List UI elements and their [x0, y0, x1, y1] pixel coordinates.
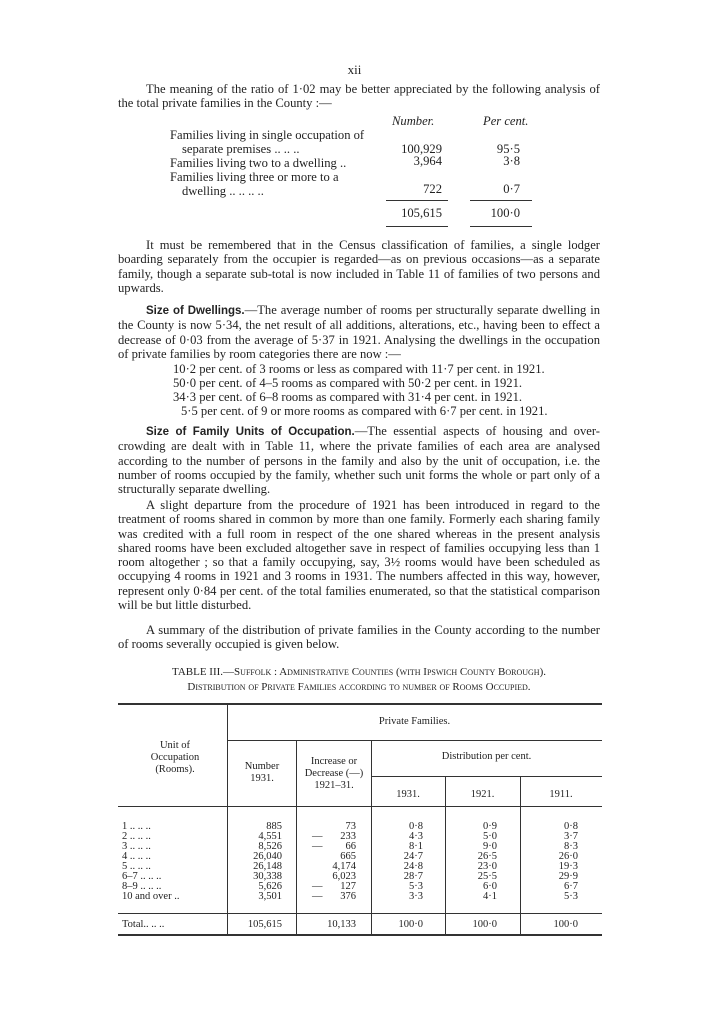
- family-units-text: —The essential aspects of housing and over-crowding are dealt with in Table 11, where the private families of each area are analysed according to the number of persons in the family and also by the unit of occupation, i.e. the number of rooms occupied by the family, whether such unit forms the whole or part only of a structurally separate dwelling.: [118, 424, 600, 497]
- head-increase: Increase or Decrease (—) 1921–31.: [304, 756, 364, 791]
- table-bottom-rule: [118, 934, 602, 936]
- family-row-label: Families living two to a dwelling ..: [170, 156, 347, 170]
- head-year: 1931.: [396, 789, 420, 800]
- dwelling-stat: 34·3 per cent. of 6–8 rooms as compared with 31·4 per cent. in 1921.: [173, 390, 523, 404]
- cell-p1931: 28·7: [403, 871, 423, 882]
- total-rule: [470, 226, 532, 227]
- cell-unit: 2 .. .. ..: [122, 831, 151, 842]
- cell-p1911: 8·3: [564, 841, 578, 852]
- family-row-number: 3,964: [413, 154, 442, 168]
- cell-p1911: 29·9: [558, 871, 578, 882]
- family-row-number: 722: [423, 182, 442, 196]
- page-number: xii: [347, 62, 362, 77]
- cell-p1921: 5·0: [483, 831, 497, 842]
- family-units-heading: Size of Family Units of Occupation.: [146, 426, 355, 438]
- cell-sign: —: [312, 881, 323, 892]
- family-row-percent: 0·7: [503, 182, 520, 196]
- col-rule: [296, 740, 297, 934]
- cell-change: 665: [340, 851, 356, 862]
- cell-number: 4,551: [258, 831, 282, 842]
- cell-unit: 6–7 .. .. ..: [122, 871, 162, 882]
- cell-number: 26,148: [253, 861, 282, 872]
- cell-change: 127: [340, 881, 356, 892]
- family-row-label: dwelling .. .. .. ..: [182, 184, 264, 198]
- cell-number: 5,626: [258, 881, 282, 892]
- cell-number: 8,526: [258, 841, 282, 852]
- dwelling-stat: 50·0 per cent. of 4–5 rooms as compared with 50·2 per cent. in 1921.: [173, 376, 523, 390]
- head-private-families: Private Families.: [378, 716, 451, 727]
- family-total-number: 105,615: [401, 206, 442, 220]
- cell-p1911: 5·3: [564, 891, 578, 902]
- cell-sign: —: [312, 841, 323, 852]
- private-families-rule: [227, 740, 602, 741]
- cell-unit: 8–9 .. .. ..: [122, 881, 162, 892]
- family-row-number: 100,929: [401, 142, 442, 156]
- cell-unit: 1 .. .. ..: [122, 821, 151, 832]
- total-rule: [386, 226, 448, 227]
- family-row-label: Families living in single occupation of: [170, 128, 365, 142]
- cell-p1911: 6·7: [564, 881, 578, 892]
- cell-p1921: 6·0: [483, 881, 497, 892]
- para-summary: A summary of the distribution of private families in the County according to the number of rooms severally occupied is given below.: [118, 623, 600, 652]
- table-top-rule: [118, 703, 602, 705]
- cell-p1931: 5·3: [409, 881, 423, 892]
- cell-p1911: 3·7: [564, 831, 578, 842]
- table-title: [118, 666, 600, 678]
- dwelling-stat: 10·2 per cent. of 3 rooms or less as compared with 11·7 per cent. in 1921.: [173, 362, 545, 376]
- cell-unit: 4 .. .. ..: [122, 851, 151, 862]
- cell-change: 376: [340, 891, 356, 902]
- family-total-percent: 100·0: [490, 206, 520, 220]
- cell-p1931: 3·3: [409, 891, 423, 902]
- table-title-label: TABLE III.: [172, 666, 224, 678]
- table-title-rest: —Suffolk : Administrative Counties (with Ipswich County Borough).: [223, 666, 546, 678]
- cell-p1931: 24·7: [403, 851, 423, 862]
- para-family-units: [118, 424, 600, 496]
- cell-p1921: 0·9: [483, 821, 497, 832]
- cell-total-label: Total.. .. ..: [122, 919, 165, 930]
- cell-change: 73: [345, 821, 356, 832]
- col-head-percent: Per cent.: [483, 114, 529, 128]
- table-body-rule: [118, 913, 602, 914]
- distribution-rule: [371, 776, 602, 777]
- para-departure: A slight departure from the procedure of 1921 has been introduced in regard to the treatment of rooms shared in common by more than one family. Formerly each sharing family was credited with a full room in respect of the one shared whereas in the present analysis shared rooms have been excluded altogether save in respect of families occupying less than 1 room altogether ; so that a family occupying, say, 3½ rooms would have been scheduled as occupying 4 rooms in 1921 and 3 rooms in 1931. The numbers affected in this way, however, represent only 0·84 per cent. of the total families enumerated, so that the statistical comparison will be but little disturbed.: [118, 498, 600, 613]
- cell-p1931: 0·8: [409, 821, 423, 832]
- cell-change: 4,174: [332, 861, 356, 872]
- total-rule: [386, 200, 448, 201]
- head-unit: Unit of Occupation (Rooms).: [150, 740, 200, 775]
- cell-total-p1921: 100·0: [472, 919, 497, 930]
- col-head-number: Number.: [392, 114, 435, 128]
- cell-sign: —: [312, 891, 323, 902]
- cell-number: 885: [266, 821, 282, 832]
- family-row-percent: 3·8: [503, 154, 520, 168]
- para-size-dwellings: [118, 303, 600, 361]
- cell-number: 3,501: [258, 891, 282, 902]
- cell-p1911: 26·0: [558, 851, 578, 862]
- family-row-percent: 95·5: [496, 142, 520, 156]
- cell-unit: 3 .. .. ..: [122, 841, 151, 852]
- intro-paragraph: The meaning of the ratio of 1·02 may be better appreciated by the following analysis of the total private families in the County :—: [118, 82, 600, 111]
- head-year: 1911.: [549, 789, 573, 800]
- family-row-label: Families living three or more to a: [170, 170, 339, 184]
- cell-total-change: 10,133: [327, 919, 356, 930]
- cell-change: 6,023: [332, 871, 356, 882]
- cell-p1921: 9·0: [483, 841, 497, 852]
- head-year: 1921.: [470, 789, 495, 800]
- cell-p1911: 0·8: [564, 821, 578, 832]
- cell-p1921: 25·5: [477, 871, 497, 882]
- cell-p1931: 4·3: [409, 831, 423, 842]
- total-rule: [470, 200, 532, 201]
- cell-p1921: 4·1: [483, 891, 497, 902]
- cell-number: 26,040: [253, 851, 282, 862]
- cell-p1911: 19·3: [558, 861, 578, 872]
- cell-change: 233: [340, 831, 356, 842]
- head-number: Number 1931.: [244, 761, 280, 784]
- cell-p1921: 23·0: [477, 861, 497, 872]
- cell-p1931: 8·1: [409, 841, 423, 852]
- head-distribution: Distribution per cent.: [441, 751, 532, 762]
- table-header-rule: [118, 806, 602, 807]
- table-subtitle: Distribution of Private Families according to number of Rooms Occupied.: [187, 681, 531, 693]
- para-lodger: It must be remembered that in the Census classification of families, a single lodger boarding separately from the occupier is regarded—as on previous occasions—as a separate family, though a separate sub-total is now included in Table 11 of families of two persons and upwards.: [118, 238, 600, 295]
- cell-sign: —: [312, 831, 323, 842]
- cell-total-p1911: 100·0: [553, 919, 578, 930]
- cell-p1921: 26·5: [477, 851, 497, 862]
- cell-total-p1931: 100·0: [398, 919, 423, 930]
- cell-unit: 5 .. .. ..: [122, 861, 151, 872]
- cell-total-number: 105,615: [247, 919, 282, 930]
- size-dwellings-heading: Size of Dwellings.: [146, 305, 245, 317]
- cell-p1931: 24·8: [403, 861, 423, 872]
- col-rule: [227, 704, 228, 934]
- cell-unit: 10 and over ..: [122, 891, 180, 902]
- size-dwellings-text: —The average number of rooms per structurally separate dwelling in the County is now 5·34, the net result of all additions, alterations, etc., having been to effect a decrease of 0·03 from the average of 5·37 in 1921. Analysing the dwellings in the occupation of private families by room categories there are now :—: [118, 303, 600, 361]
- cell-number: 30,338: [253, 871, 282, 882]
- family-row-label: separate premises .. .. ..: [182, 142, 300, 156]
- dwelling-stat: 5·5 per cent. of 9 or more rooms as compared with 6·7 per cent. in 1921.: [181, 404, 548, 418]
- cell-change: 66: [345, 841, 356, 852]
